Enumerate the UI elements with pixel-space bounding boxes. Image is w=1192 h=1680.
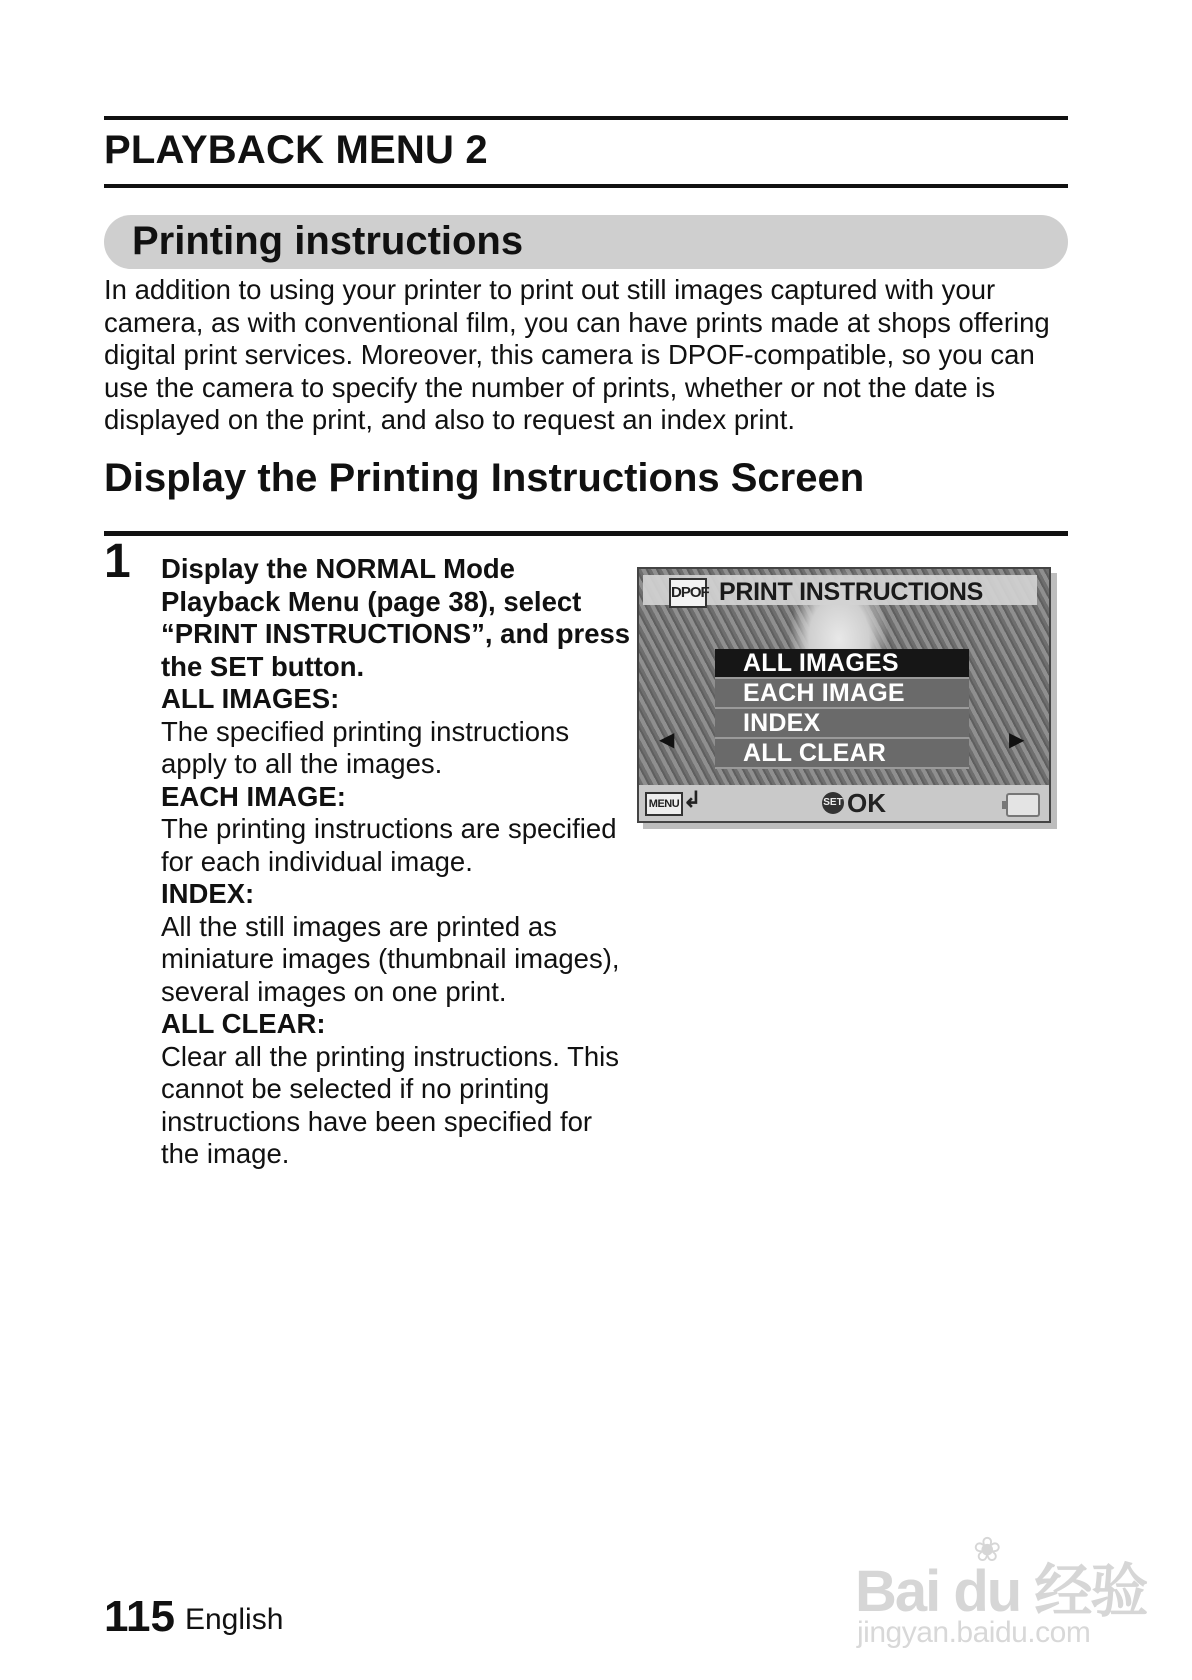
option-text-all-images: The specified printing instructions apply to all the images.: [161, 715, 570, 779]
ok-label: OK: [847, 788, 886, 818]
option-text-all-clear: Clear all the printing instructions. This cannot be selected if no printing instructions have been specified for the image.: [161, 1040, 620, 1169]
camera-screen: [637, 567, 1051, 823]
step-instruction: Display the NORMAL Mode Playback Menu (page 38), select “PRINT INSTRUCTIONS”, and press the SET button.: [161, 553, 631, 682]
menu-item-index[interactable]: INDEX: [715, 709, 969, 739]
option-label-index: INDEX:: [161, 878, 255, 909]
battery-icon: [1006, 793, 1040, 817]
baidu-watermark: [855, 1530, 1155, 1660]
menu-item-all-clear[interactable]: ALL CLEAR: [715, 739, 969, 769]
top-rule: [104, 116, 1068, 120]
right-arrow-icon[interactable]: ▶: [1009, 729, 1025, 751]
step-body: [161, 553, 631, 1171]
screen-bottom-bar: [639, 785, 1049, 821]
option-text-index: All the still images are printed as miniature images (thumbnail images), several images on one print.: [161, 910, 620, 1007]
step-rule: [104, 531, 1068, 536]
option-label-all-clear: ALL CLEAR:: [161, 1008, 326, 1039]
section-title-bar: [104, 215, 1068, 269]
step-number: 1: [104, 535, 131, 588]
dpof-icon: DPOF: [669, 578, 707, 608]
menu-button-icon: MENU: [645, 792, 683, 816]
back-icon: ↲: [683, 787, 702, 812]
chapter-title: PLAYBACK MENU 2: [104, 128, 488, 172]
set-button-icon: SET: [822, 792, 844, 814]
page-footer: [104, 1592, 284, 1641]
option-text-each-image: The printing instructions are specified for each individual image.: [161, 813, 617, 877]
page-number: 115: [104, 1592, 175, 1641]
left-arrow-icon[interactable]: ◀: [659, 729, 675, 751]
screen-title: PRINT INSTRUCTIONS: [719, 578, 984, 606]
watermark-url: jingyan.baidu.com: [857, 1616, 1091, 1649]
intro-paragraph: In addition to using your printer to print out still images captured with your camera, as with conventional film, you can have prints made at shops offering digital print services. Moreover, this camera is DPOF-compatible, so you can use the camera to specify the number of prints, whether or not the date is displayed on the print, and also to request an index print.: [104, 274, 1050, 435]
paw-icon: ❀: [973, 1531, 1002, 1569]
option-label-each-image: EACH IMAGE:: [161, 780, 346, 812]
menu-item-each-image[interactable]: EACH IMAGE: [715, 679, 969, 709]
watermark-brand: Bai du 经验: [855, 1559, 1147, 1624]
page-language: English: [184, 1603, 284, 1636]
menu-item-all-images[interactable]: ALL IMAGES: [715, 649, 969, 679]
option-label-all-images: ALL IMAGES:: [161, 683, 340, 714]
chapter-rule: [104, 184, 1068, 188]
section-title: Printing instructions: [132, 219, 524, 263]
subsection-title: Display the Printing Instructions Screen: [104, 456, 865, 500]
screen-menu-list: [715, 649, 969, 769]
